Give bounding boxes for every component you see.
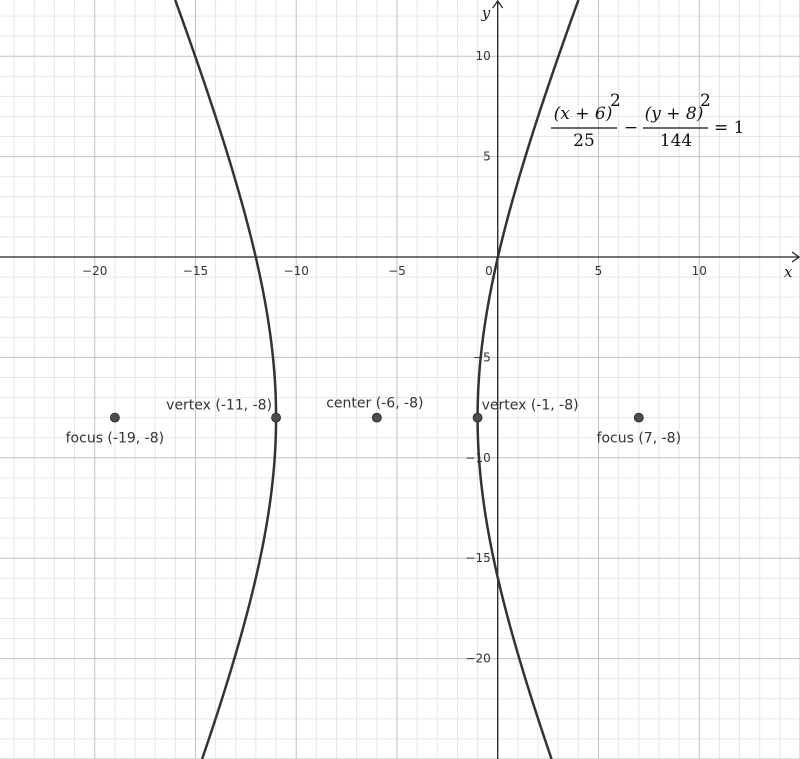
point-marker: [372, 413, 381, 422]
equation-numerator-2: (y + 8): [644, 104, 704, 124]
y-axis-label: y: [481, 4, 491, 22]
x-tick-label: −5: [388, 264, 406, 279]
equation-numerator-1: (x + 6): [553, 104, 613, 124]
point-marker: [110, 413, 119, 422]
hyperbola-equation: [551, 91, 744, 151]
point-label: focus (-19, -8): [65, 430, 165, 447]
point-marker: [634, 413, 643, 422]
x-tick-label: −20: [82, 264, 108, 279]
labeled-points: [66, 396, 681, 447]
point-label: vertex (-11, -8): [166, 397, 273, 414]
point-marker: [272, 413, 281, 422]
y-tick-label: −20: [465, 651, 491, 666]
equation-denominator-1: 25: [573, 131, 595, 151]
hyperbola-left-branch: [175, 0, 276, 759]
equation-exponent-2: 2: [700, 91, 711, 111]
equation-denominator-2: 144: [659, 131, 693, 151]
y-tick-label: −5: [473, 350, 491, 365]
equation-rhs: = 1: [714, 118, 745, 138]
point-label: focus (7, -8): [596, 430, 682, 447]
x-tick-label: −10: [283, 264, 309, 279]
equation-exponent-1: 2: [610, 91, 621, 111]
equation-minus: −: [623, 118, 639, 138]
y-tick-label: 5: [483, 149, 491, 164]
x-tick-label: 0: [485, 264, 493, 279]
x-tick-label: 5: [594, 264, 603, 279]
x-tick-label: 10: [691, 264, 707, 279]
y-tick-label: −15: [465, 551, 491, 566]
point-marker: [473, 413, 482, 422]
y-tick-label: 10: [475, 49, 491, 64]
x-axis-label: x: [784, 263, 793, 282]
point-label: vertex (-1, -8): [481, 397, 579, 414]
x-tick-label: −15: [182, 264, 209, 279]
y-tick-label: −10: [465, 450, 491, 465]
point-label: center (-6, -8): [326, 395, 424, 412]
